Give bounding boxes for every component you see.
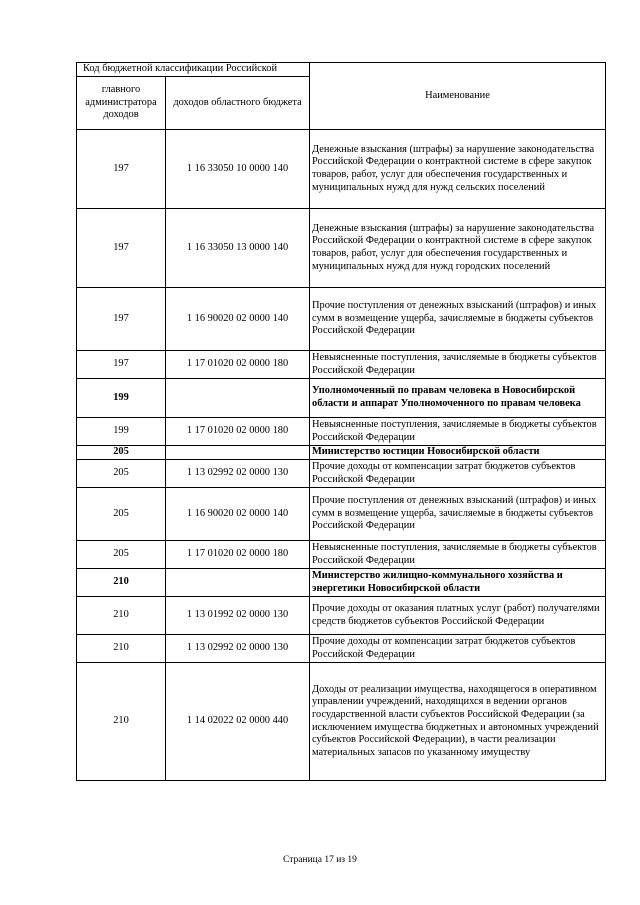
budget-classification-table <box>76 62 606 781</box>
income-code-cell: 1 14 02022 02 0000 440 <box>166 663 310 781</box>
table-row <box>77 379 606 418</box>
admin-code-cell: 205 <box>77 446 166 460</box>
income-name-cell: Прочие поступления от денежных взысканий (штрафов) и иных сумм в возмещение ущерба, зачисляемые в бюджеты субъектов Российской Федерации <box>310 488 606 541</box>
admin-code-cell: 197 <box>77 288 166 351</box>
table-row <box>77 488 606 541</box>
income-name-cell: Прочие поступления от денежных взысканий (штрафов) и иных сумм в возмещение ущерба, зачисляемые в бюджеты субъектов Российской Федерации <box>310 288 606 351</box>
table-row <box>77 541 606 569</box>
income-name-cell: Прочие доходы от оказания платных услуг (работ) получателями средств бюджетов субъектов Российской Федерации <box>310 597 606 635</box>
admin-code-cell: 199 <box>77 418 166 446</box>
table-row <box>77 597 606 635</box>
admin-code-cell: 205 <box>77 541 166 569</box>
table-row <box>77 569 606 597</box>
income-code-cell <box>166 569 310 597</box>
header-group-label: Код бюджетной классификации Российской <box>77 63 310 77</box>
table-row <box>77 460 606 488</box>
income-code-cell: 1 13 01992 02 0000 130 <box>166 597 310 635</box>
income-code-cell: 1 17 01020 02 0000 180 <box>166 351 310 379</box>
income-code-cell: 1 16 33050 13 0000 140 <box>166 209 310 288</box>
admin-code-cell: 197 <box>77 351 166 379</box>
table-row <box>77 130 606 209</box>
header-admin-column: главного администратора доходов <box>77 77 166 130</box>
income-code-cell <box>166 446 310 460</box>
table-body <box>77 130 606 781</box>
table-row <box>77 635 606 663</box>
income-code-cell: 1 17 01020 02 0000 180 <box>166 541 310 569</box>
table-row <box>77 446 606 460</box>
admin-code-cell: 199 <box>77 379 166 418</box>
table-row <box>77 418 606 446</box>
income-name-cell: Невыясненные поступления, зачисляемые в бюджеты субъектов Российской Федерации <box>310 541 606 569</box>
income-code-cell: 1 13 02992 02 0000 130 <box>166 460 310 488</box>
header-code-column: доходов областного бюджета <box>166 77 310 130</box>
income-name-cell: Прочие доходы от компенсации затрат бюджетов субъектов Российской Федерации <box>310 460 606 488</box>
admin-code-cell: 197 <box>77 209 166 288</box>
income-name-cell: Министерство юстиции Новосибирской области <box>310 446 606 460</box>
table-row <box>77 209 606 288</box>
page-number-footer: Страница 17 из 19 <box>283 855 357 865</box>
table-row <box>77 351 606 379</box>
income-name-cell: Денежные взыскания (штрафы) за нарушение законодательства Российской Федерации о контрактной системе в сфере закупок товаров, работ, услуг для обеспечения государственных и муниципальных нужд для нужд сельских поселений <box>310 130 606 209</box>
admin-code-cell: 210 <box>77 597 166 635</box>
income-code-cell: 1 16 33050 10 0000 140 <box>166 130 310 209</box>
income-name-cell: Прочие доходы от компенсации затрат бюджетов субъектов Российской Федерации <box>310 635 606 663</box>
table-row <box>77 288 606 351</box>
income-name-cell: Невыясненные поступления, зачисляемые в бюджеты субъектов Российской Федерации <box>310 418 606 446</box>
table-header-row <box>77 63 606 77</box>
income-name-cell: Доходы от реализации имущества, находящегося в оперативном управлении учреждений, находящихся в ведении органов государственной власти субъектов Российской Федерации (за исключением имущества бюджетных и автономных учреждений субъектов Российской Федерации), в части реализации материальных запасов по указанному имуществу <box>310 663 606 781</box>
admin-code-cell: 205 <box>77 488 166 541</box>
income-code-cell: 1 13 02992 02 0000 130 <box>166 635 310 663</box>
table-row <box>77 663 606 781</box>
income-name-cell: Невыясненные поступления, зачисляемые в бюджеты субъектов Российской Федерации <box>310 351 606 379</box>
income-code-cell <box>166 379 310 418</box>
admin-code-cell: 210 <box>77 663 166 781</box>
income-code-cell: 1 16 90020 02 0000 140 <box>166 488 310 541</box>
admin-code-cell: 210 <box>77 635 166 663</box>
income-name-cell: Уполномоченный по правам человека в Новосибирской области и аппарат Уполномоченного по правам человека <box>310 379 606 418</box>
admin-code-cell: 205 <box>77 460 166 488</box>
income-name-cell: Министерство жилищно-коммунального хозяйства и энергетики Новосибирской области <box>310 569 606 597</box>
admin-code-cell: 210 <box>77 569 166 597</box>
admin-code-cell: 197 <box>77 130 166 209</box>
income-code-cell: 1 16 90020 02 0000 140 <box>166 288 310 351</box>
income-name-cell: Денежные взыскания (штрафы) за нарушение законодательства Российской Федерации о контрактной системе в сфере закупок товаров, работ, услуг для обеспечения государственных и муниципальных нужд для нужд городских поселений <box>310 209 606 288</box>
income-code-cell: 1 17 01020 02 0000 180 <box>166 418 310 446</box>
header-name-column: Наименование <box>310 63 606 130</box>
